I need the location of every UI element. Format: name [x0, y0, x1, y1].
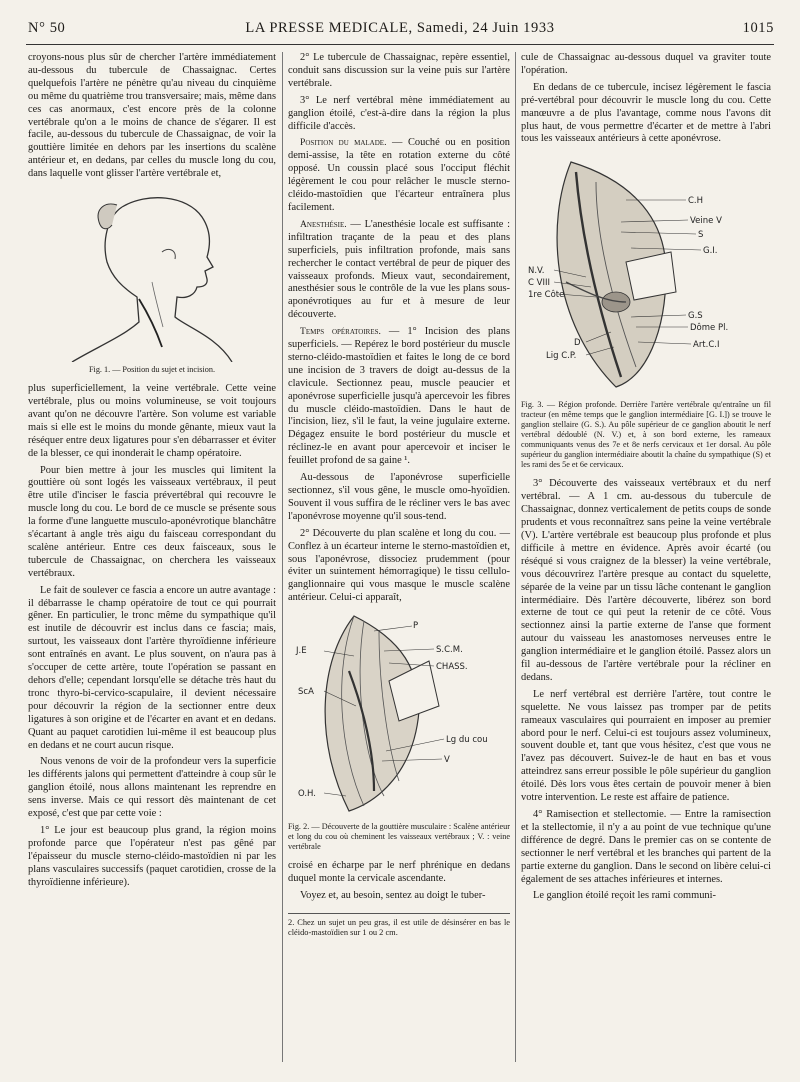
- col2-paragraph: Voyez et, au besoin, sentez au doigt le tuber-: [300, 889, 486, 901]
- col3-paragraph: cule de Chassaignac au-dessous duquel va graviter toute l'opération.: [521, 52, 771, 76]
- col3-paragraph: 3° Découverte des vaisseaux vertébraux et du nerf vertébral. — A 1 cm. au-dessous du tubercule de Chassaignac, donnez verticalement de petits coups de sonde prudents et vous reconnaîtrez sans peine la veine vertébrale (V). L'artère vertébrale est beaucoup plus profonde et plus difficile à mettre en évidence. Après avoir écarté (ou réséqué si vous craignez de la blesser) la veine vertébrale, vous découvrirez l'artère presque au contact du squelette, séparée de la veine par un tissu lâche contenant le ganglion intermédiaire. Dès l'artère découverte, libérez son bord externe de tout ce qui peut la retenir de ce côté. Vous sectionnez ainsi la partie externe de l'anse que forment autour du vaisseau les anastomoses nerveuses entre le ganglion intermédiaire et le ganglion étoilé. Passez alors un fil au-dessous de l'artère vertébrale pour la récliner en dedans.: [521, 478, 771, 683]
- fig3-label: S: [698, 230, 704, 241]
- journal-title: LA PRESSE MEDICALE, Samedi, 24 Juin 1933: [245, 20, 555, 36]
- fig2-label: V: [444, 755, 450, 766]
- figure-3-caption: Fig. 3. — Région profonde. Derrière l'artère vertébrale qu'entraîne un fil tracteur (en même temps que le ganglion intermédiaire [G. I.]) se trouve le ganglion stellaire (G. S.). Au pôle supérieur de ce ganglion aboutit le nerf vertébral dédoublé (N. V.) et, à son bord externe, les rameaux communiquants venus des 7e et 8e nerfs cervicaux et 1er dorsal. Au pôle supérieur du ganglion intermédiaire aboutit la chaîne du sympathique (S) et les rami des 5e et 6e cervicaux.: [521, 400, 771, 470]
- column-3: [521, 52, 771, 907]
- section-text: — 1° Incision des plans superficiels. — Repérez le bord postérieur du muscle sterno-cléido-mastoïdien et faites le long de ce bord une incision de 3 travers de doigt au-dessus de la clavicule. Sectionnez peau, muscle peaucier et aponévrose superficielle jusqu'à apercevoir les fibres du muscle cléido-mastoïdien. Dans le haut de l'incision, liez, s'il le faut, la veine jugulaire externe. Dégagez ensuite le bord postérieur du muscle et réclinez-le en avant pour apercevoir et inciser le feuillet profond de sa gaine ¹.: [288, 326, 510, 467]
- section-text: — L'anesthésie locale est suffisante : infiltration traçante de la peau et des plans superficiels, puis infiltration profonde, mais sans rechercher le contact vertébral de peur de piquer des vaisseaux profonds. Mieux vaut, secondairement, anesthésier sous le contrôle de la vue les plans sous-aponévrotiques au fur et à mesure de leur découverte.: [288, 218, 510, 321]
- fig3-label: Art.C.I: [693, 340, 720, 351]
- fig3-label: C.H: [688, 196, 704, 207]
- col1-paragraph: plus superficiellement, la veine vertébrale. Cette veine vertébrale, plus ou moins volumineuse, se voit toujours avant qu'on ne découvre l'artère. Son volume est variable mais si elle est le moins du monde gênante, mieux vaut la réséquer entre deux ligatures pour s'en débarrasser et éviter de la blesser, ce qui inonderait le champ opératoire.: [28, 383, 276, 459]
- column-divider-1: [282, 52, 283, 1062]
- col3-paragraph: Le nerf vertébral est derrière l'artère, tout contre le squelette. Ne vous laissez pas tromper par de petits rameaux vasculaires qui pourraient en imposer au premier abord pour le nerf. Celui-ci est toujours assez volumineux, souvent double et, tant que vous hésitez, c'est que vous ne l'avez pas découvert. Suivez-le de haut en bas et vous atteindrez sans erreur possible le pôle supérieur du ganglion étoilé. Dès lors vous êtes certain de pouvoir mener à bien votre intervention. Le reste est affaire de patience.: [521, 688, 771, 804]
- col2-paragraph: [288, 219, 510, 322]
- header-rule: [26, 44, 774, 45]
- fig2-label: J.E: [296, 646, 307, 657]
- column-divider-2: [515, 52, 516, 1062]
- fig3-label: D: [574, 338, 581, 349]
- page-header: [24, 20, 776, 42]
- figure-2-caption: Fig. 2. — Découverte de la gouttière musculaire : Scalène antérieur et long du cou où cheminent les vaisseaux vertébraux ; V. : veine vertébrale: [288, 822, 510, 852]
- figure-2: [288, 611, 510, 852]
- col1-paragraph: Pour bien mettre à jour les muscles qui limitent la gouttière où sont logés les vaisseaux vertébraux, il peut être utile d'inciser le fascia prévertébral qui recouvre le muscle long du cou. Le bord de ce muscle se présente sous la forme d'une languette musculo-aponévrotique blanchâtre s'écartant à angle très aigu du faisceau correspondant du scalène antérieur. Entre ces deux faisceaux, sous le tubercule de Chassaignac, on cherchera les vaisseaux vertébraux.: [28, 464, 276, 579]
- col3-paragraph: En dedans de ce tubercule, incisez légèrement le fascia pré-vertébral pour découvrir le muscle long du cou. Cette manœuvre a de plus l'avantage, comme nous l'avons dit plus haut, de vous permettre d'écarter et de mettre à l'abri tous les vaisseaux antérieurs à cette aponévrose.: [521, 81, 771, 145]
- col2-paragraph: 2° Le tubercule de Chassaignac, repère essentiel, conduit sans discussion sur la veine puis sur l'artère vertébrale.: [288, 52, 510, 89]
- page-number: 1015: [742, 20, 774, 36]
- col1-paragraph: Le fait de soulever ce fascia a encore un autre avantage : il débarrasse le champ opératoire de tout ce qui pourrait gêner. En particulier, le tronc même du sympathique qu'il est inutile de découvrir est inclus dans ce fascia; mais, surtout, les vaisseaux dont l'artère thyroïdienne inférieure sont entraînés en avant. Le plus souvent, on n'aura pas à s'occuper de cette artère, toute l'opération se passant en dehors d'elle; cependant lorsqu'elle se détache très haut du tronc thyro-bi-cervico-scapulaire, il devient nécessaire pour découvrir la région de la sectionner entre deux ligatures à son origine et de l'écarter en avant et en dedans. Quant au paquet carotidien lui-même il est beaucoup plus en dedans et ne court aucun risque.: [28, 584, 276, 751]
- fig3-label: N.V.: [528, 266, 545, 277]
- fig3-label: 1re Côte: [528, 290, 565, 301]
- col3-paragraph: 4° Ramisection et stellectomie. — Entre la ramisection et la stellectomie, il n'y a au point de vue technique qu'une différence de degré. Dans le premier cas on se contente de sectionner le nerf vertébral et les branches qui partent de la partie externe du ganglion. Dans le second on libère celui-ci également de ses attaches inférieures et internes.: [521, 809, 771, 885]
- section-heading: Position du malade.: [300, 137, 387, 149]
- col2-paragraph: 2° Découverte du plan scalène et long du cou. — Conflez à un écarteur interne le sterno-mastoïdien et, sous l'aponévrose, dissociez prudemment (pour éviter un suintement hémorragique) le tissu cellulo-ganglionnaire qui vous masque le muscle scalène antérieur. Celui-ci apparaît,: [288, 527, 510, 604]
- fig3-label: C VIII: [528, 278, 550, 289]
- figure-3-illustration: [526, 152, 766, 397]
- col2-paragraph: Au-dessous de l'aponévrose superficielle sectionnez, s'il vous gêne, le muscle omo-hyoïdien. Souvent il vous suffira de le récliner vers le bas avec l'aponévrose moyenne qu'il sous-tend.: [288, 472, 510, 522]
- col2-paragraph: [288, 326, 510, 468]
- section-heading: Temps opératoires.: [300, 326, 381, 338]
- fig2-label: S.C.M.: [436, 645, 463, 656]
- fig2-label: P: [413, 621, 419, 632]
- col2-paragraph: croisé en écharpe par le nerf phrénique en dedans duquel monte la cervicale ascendante.: [288, 860, 510, 885]
- column-1: [28, 52, 276, 894]
- figure-1-illustration: [67, 187, 237, 362]
- issue-number: N° 50: [28, 20, 66, 36]
- fig3-label: G.S: [688, 311, 703, 322]
- col2-paragraph: [288, 137, 510, 214]
- footnote: 2. Chez un sujet un peu gras, il est utile de désinsérer en bas le cléido-mastoïdien sur 1 ou 2 cm.: [288, 913, 510, 939]
- col1-paragraph: croyons-nous plus sûr de chercher l'artère immédiatement au-dessous du tubercule de Chassaignac. Certes quelquefois l'artère ne pénètre qu'au niveau du cinquième ou même du quatrième trou transversaire; mais, même dans ces cas anormaux, c'est encore près de la colonne vertébrale qu'on a le moins de chance de s'égarer. Il est facile, au-dessous du tubercule de Chassaignac, de voir la gouttière limitée en dehors par les insertions du scalène antérieur et, en dedans, par celles du muscle long du cou, dans laquelle vont glisser l'artère vertébrale et,: [28, 52, 276, 180]
- col1-paragraph: Nous venons de voir de la profondeur vers la superficie les différents jalons qui permettent d'atteindre à coup sûr le ganglion étoilé, nous allons maintenant les reprendre en sens inverse. Mais ce qui ressort dès maintenant de cet exposé, c'est que par cette voie :: [28, 756, 276, 820]
- fig3-label: Lig C.P.: [546, 351, 577, 362]
- fig2-label: CHASS.: [436, 662, 468, 673]
- fig2-label: O.H.: [298, 789, 316, 800]
- figure-1-caption: Fig. 1. — Position du sujet et incision.: [88, 365, 215, 375]
- fig3-label: Veine V: [690, 216, 722, 227]
- figure-1: [28, 187, 276, 375]
- col2-paragraph: 3° Le nerf vertébral mène immédiatement au ganglion étoilé, c'est-à-dire dans la région la plus difficile d'accès.: [288, 94, 510, 132]
- fig2-label: Lg du cou: [446, 735, 488, 746]
- column-2: [288, 52, 510, 939]
- col3-paragraph: Le ganglion étoilé reçoit les rami communi-: [533, 890, 716, 902]
- figure-2-illustration: [294, 611, 504, 819]
- fig2-label: ScA: [298, 687, 314, 698]
- section-heading: Anesthésie.: [300, 218, 347, 230]
- fig3-label: Dôme Pl.: [690, 323, 729, 334]
- figure-3: [521, 152, 771, 470]
- fig3-label: G.I.: [703, 246, 718, 257]
- col1-paragraph: 1° Le jour est beaucoup plus grand, la région moins profonde parce que l'opérateur n'est pas gêné par l'épaisseur du muscle sterno-cléido-mastoïdien ni par les plans vasculaires successifs (paquet carotidien, crosse de la thyroïdienne inférieure).: [28, 824, 276, 888]
- section-text: — Couché ou en position demi-assise, la tête en rotation externe du côté opposé. Un coussin placé sous l'occiput fléchit légèrement le cou pour relâcher le muscle sterno-cléido-mastoïdien que l'écarteur entraînera plus facilement.: [288, 137, 510, 213]
